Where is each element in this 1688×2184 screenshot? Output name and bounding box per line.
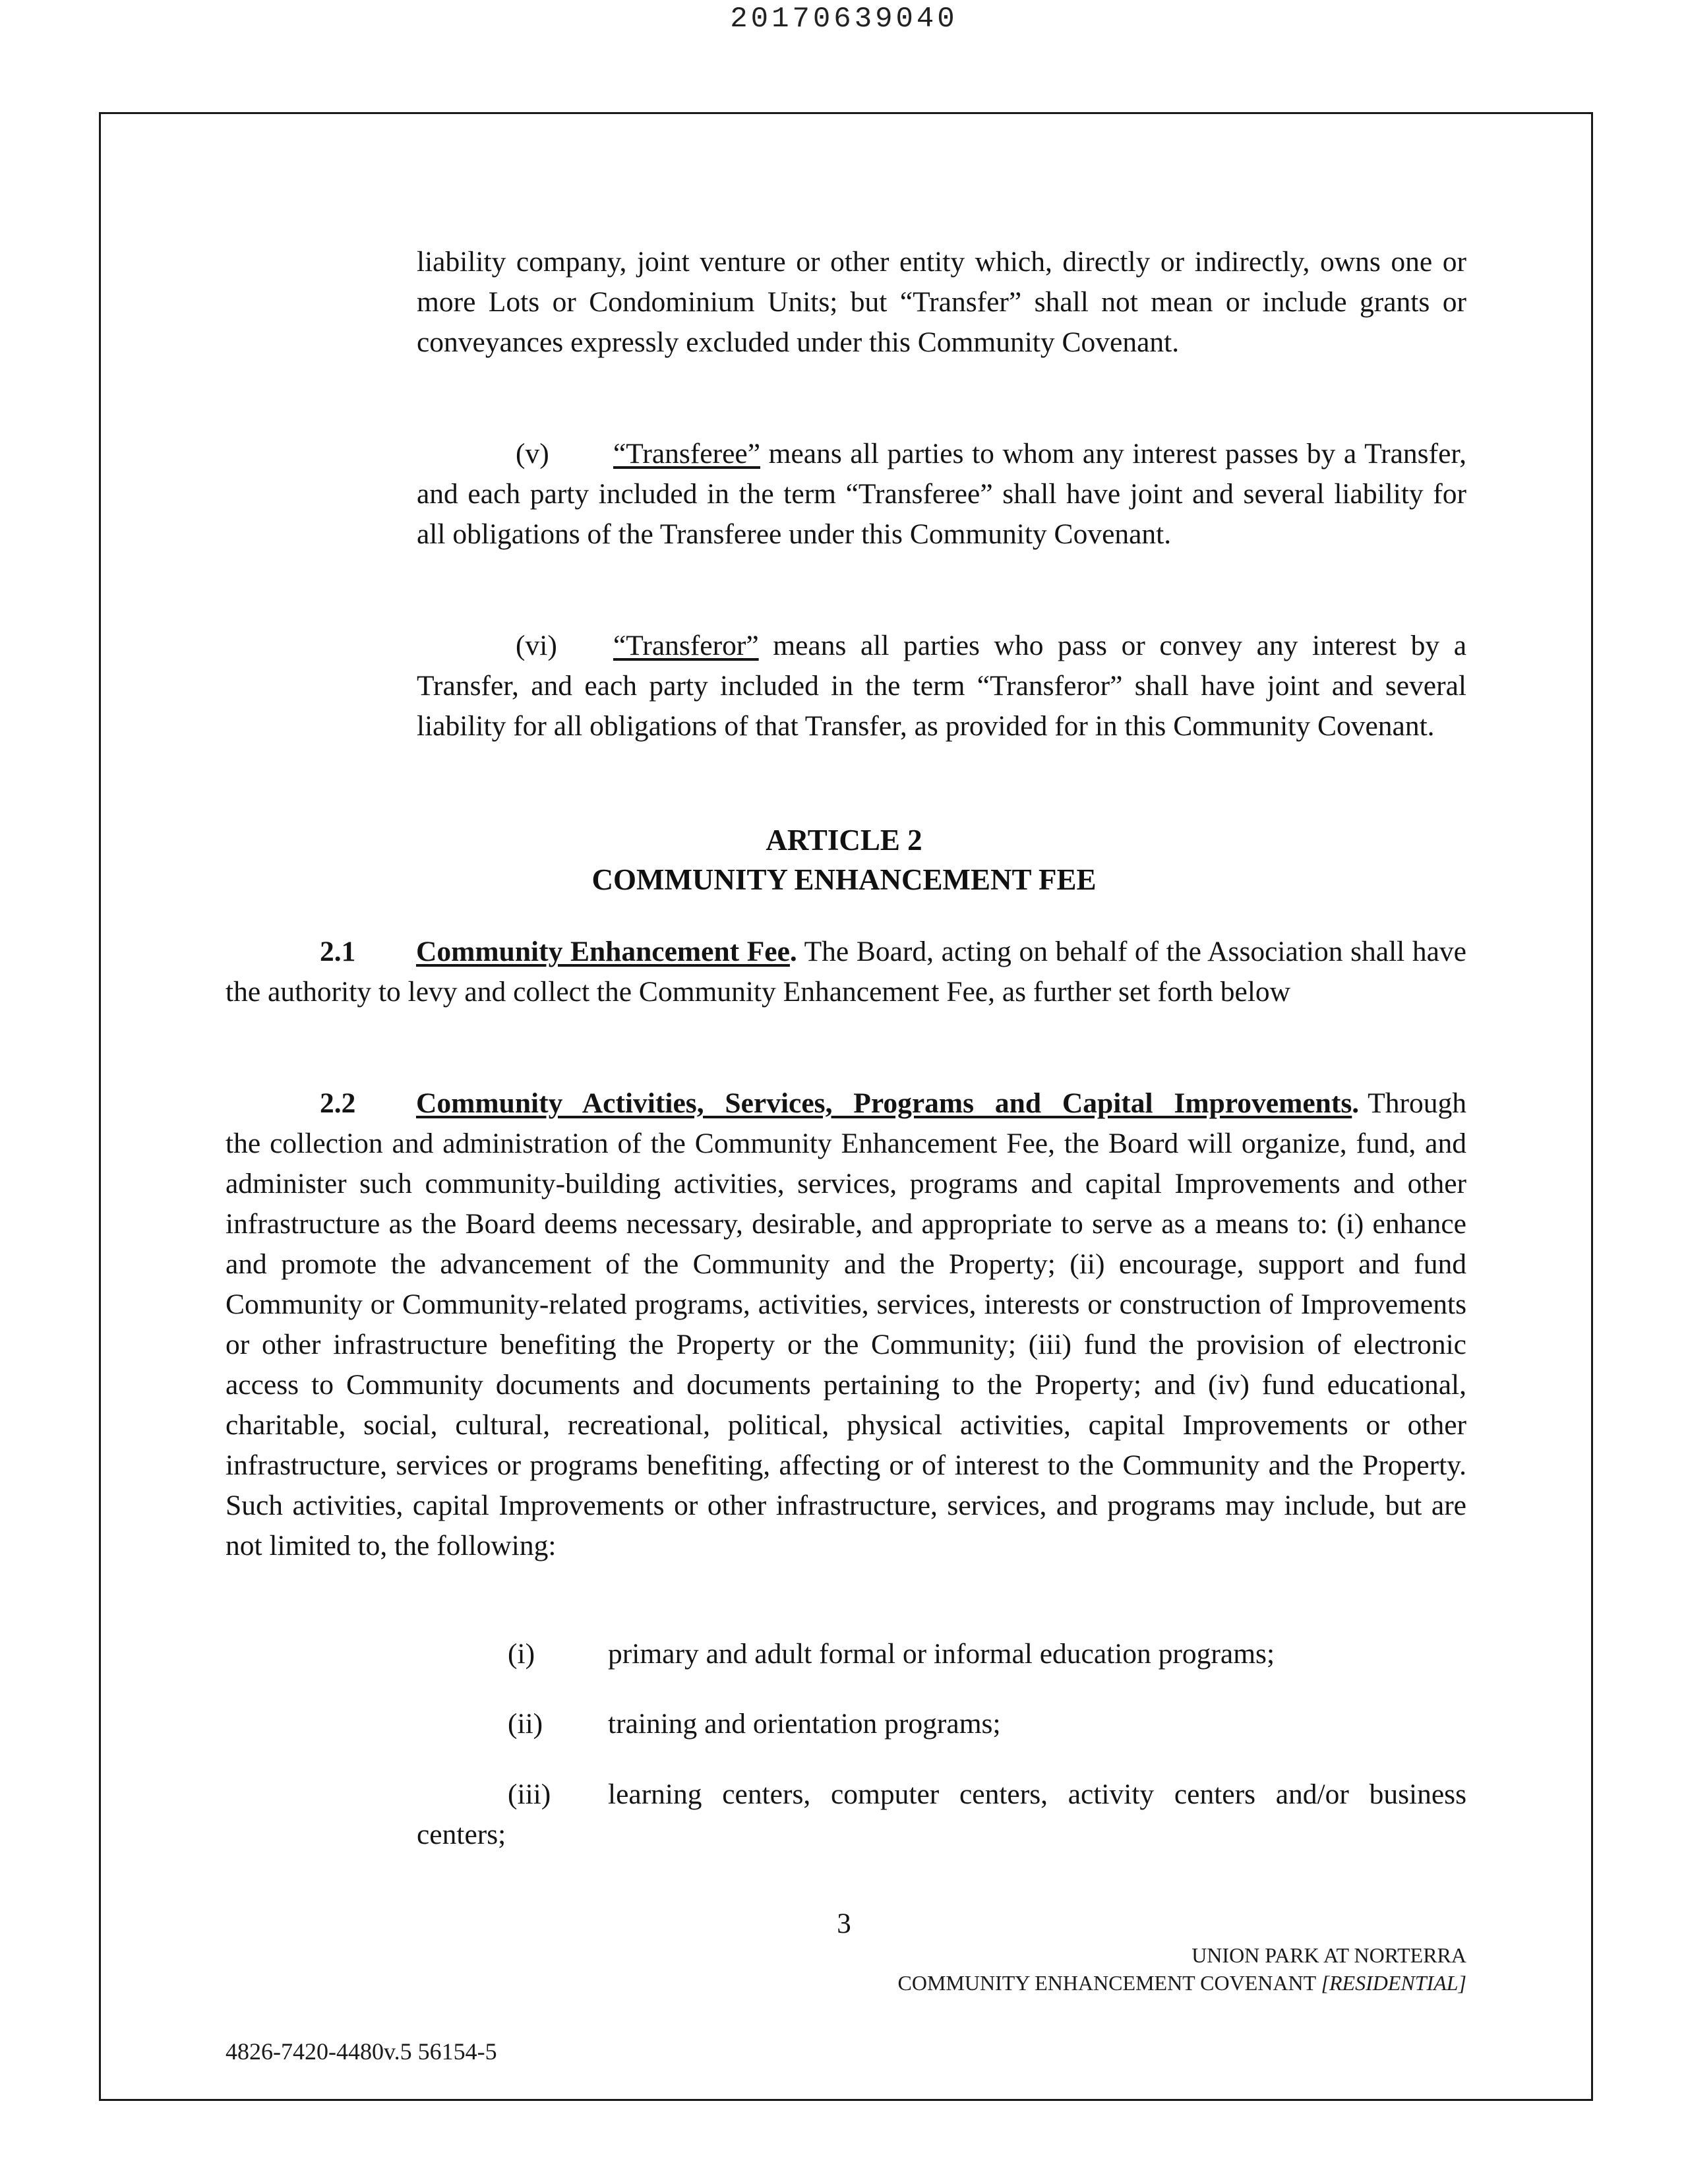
article-number: ARTICLE 2 bbox=[766, 824, 922, 857]
section-2-1: 2.1 Community Enhancement Fee. The Board, acting on behalf of the Association shall have the authority to levy and collect the Community Enhancement Fee, as further set forth below bbox=[226, 932, 1466, 1012]
definition-number: (v) bbox=[516, 438, 549, 470]
list-item bbox=[0, 1704, 1688, 1744]
list-item bbox=[417, 1774, 1466, 1855]
footer-document-type: [RESIDENTIAL] bbox=[1321, 1971, 1466, 1995]
definition-text: means all parties to whom any interest passes by a Transfer, and each party included in the term “Transferee” shall have joint and several liability for all obligations of the Transferee under this Community Covenant. bbox=[417, 438, 1466, 550]
article-title: COMMUNITY ENHANCEMENT FEE bbox=[591, 863, 1097, 896]
section-heading: Community Enhancement Fee bbox=[416, 936, 790, 967]
definition-transferor bbox=[417, 626, 1466, 746]
section-number: 2.2 bbox=[320, 1087, 356, 1119]
intro-paragraph: liability company, joint venture or other entity which, directly or indirectly, owns one or more Lots or Condominium Units; but “Transfer” shall not mean or include grants or conveyances expressly excluded under this Community Covenant. bbox=[417, 246, 1466, 358]
section-text: Through the collection and administration of the Community Enhancement Fee, the Board will organize, fund, and administer such community-building activities, services, programs and capital Improvements and other infrastructure as the Board deems necessary, desirable, and appropriate to serve as a means to: (i) enhance and promote the advancement of the Community and the Property; (ii) encourage, support and fund Community or Community-related programs, activities, services, interests or construction of Improvements or other infrastructure benefiting the Property or the Community; (iii) fund the provision of electronic access to Community documents and documents pertaining to the Property; and (iv) fund educational, charitable, social, cultural, recreational, political, physical activities, capital Improvements or other infrastructure, services or programs benefiting, affecting or of interest to the Community and the Property. Such activities, capital Improvements or other infrastructure, services, and programs may include, but are not limited to, the following: bbox=[226, 1087, 1466, 1562]
section-text: The Board, acting on behalf of the Association shall have the authority to levy and collect the Community Enhancement Fee, as further set forth below bbox=[226, 936, 1466, 1008]
definition-number: (vi) bbox=[516, 630, 557, 661]
page-number: 3 bbox=[837, 1908, 851, 1939]
defined-term: “Transferor” bbox=[613, 630, 759, 661]
section-number: 2.1 bbox=[320, 936, 356, 967]
list-item-number: (i) bbox=[508, 1638, 535, 1670]
document-id: 4826-7420-4480v.5 56154-5 bbox=[226, 2038, 497, 2065]
footer-project-name: UNION PARK AT NORTERRA bbox=[1191, 1943, 1466, 1967]
definition-text: means all parties who pass or convey any interest by a Transfer, and each party included in the term “Transferor” shall have joint and several liability for all obligations of that Transfer, as provided for in this Community Covenant. bbox=[417, 630, 1466, 742]
list-item-number: (iii) bbox=[508, 1778, 551, 1810]
list-item-text: training and orientation programs; bbox=[608, 1708, 1001, 1740]
defined-term: “Transferee” bbox=[613, 438, 761, 470]
list-item-text: primary and adult formal or informal education programs; bbox=[608, 1638, 1275, 1670]
list-item-number: (ii) bbox=[508, 1708, 543, 1740]
footer-document-title-text: COMMUNITY ENHANCEMENT COVENANT bbox=[897, 1971, 1316, 1995]
definition-transferee bbox=[417, 434, 1466, 555]
recording-number: 20170639040 bbox=[730, 3, 958, 36]
list-item bbox=[0, 1634, 1688, 1674]
section-2-2: 2.2 Community Activities, Services, Programs and Capital Improvements. Through the collection and administration of the Community Enhancement Fee, the Board will organize, fund, and administer such community-building activities, services, programs and capital Improvements and other infrastructure as the Board deems necessary, desirable, and appropriate to serve as a means to: (i) enhance and promote the advancement of the Community and the Property; (ii) encourage, support and fund Community or Community-related programs, activities, services, interests or construction of Improvements or other infrastructure benefiting the Property or the Community; (iii) fund the provision of electronic access to Community documents and documents pertaining to the Property; and (iv) fund educational, charitable, social, cultural, recreational, political, physical activities, capital Improvements or other infrastructure, services or programs benefiting, affecting or of interest to the Community and the Property. Such activities, capital Improvements or other infrastructure, services, and programs may include, but are not limited to, the following: bbox=[226, 1083, 1466, 1566]
list-item-text: learning centers, computer centers, activity centers and/or business centers; bbox=[417, 1778, 1466, 1850]
footer-document-title bbox=[897, 1969, 1466, 1997]
section-heading: Community Activities, Services, Programs and Capital Improvements bbox=[416, 1087, 1352, 1119]
